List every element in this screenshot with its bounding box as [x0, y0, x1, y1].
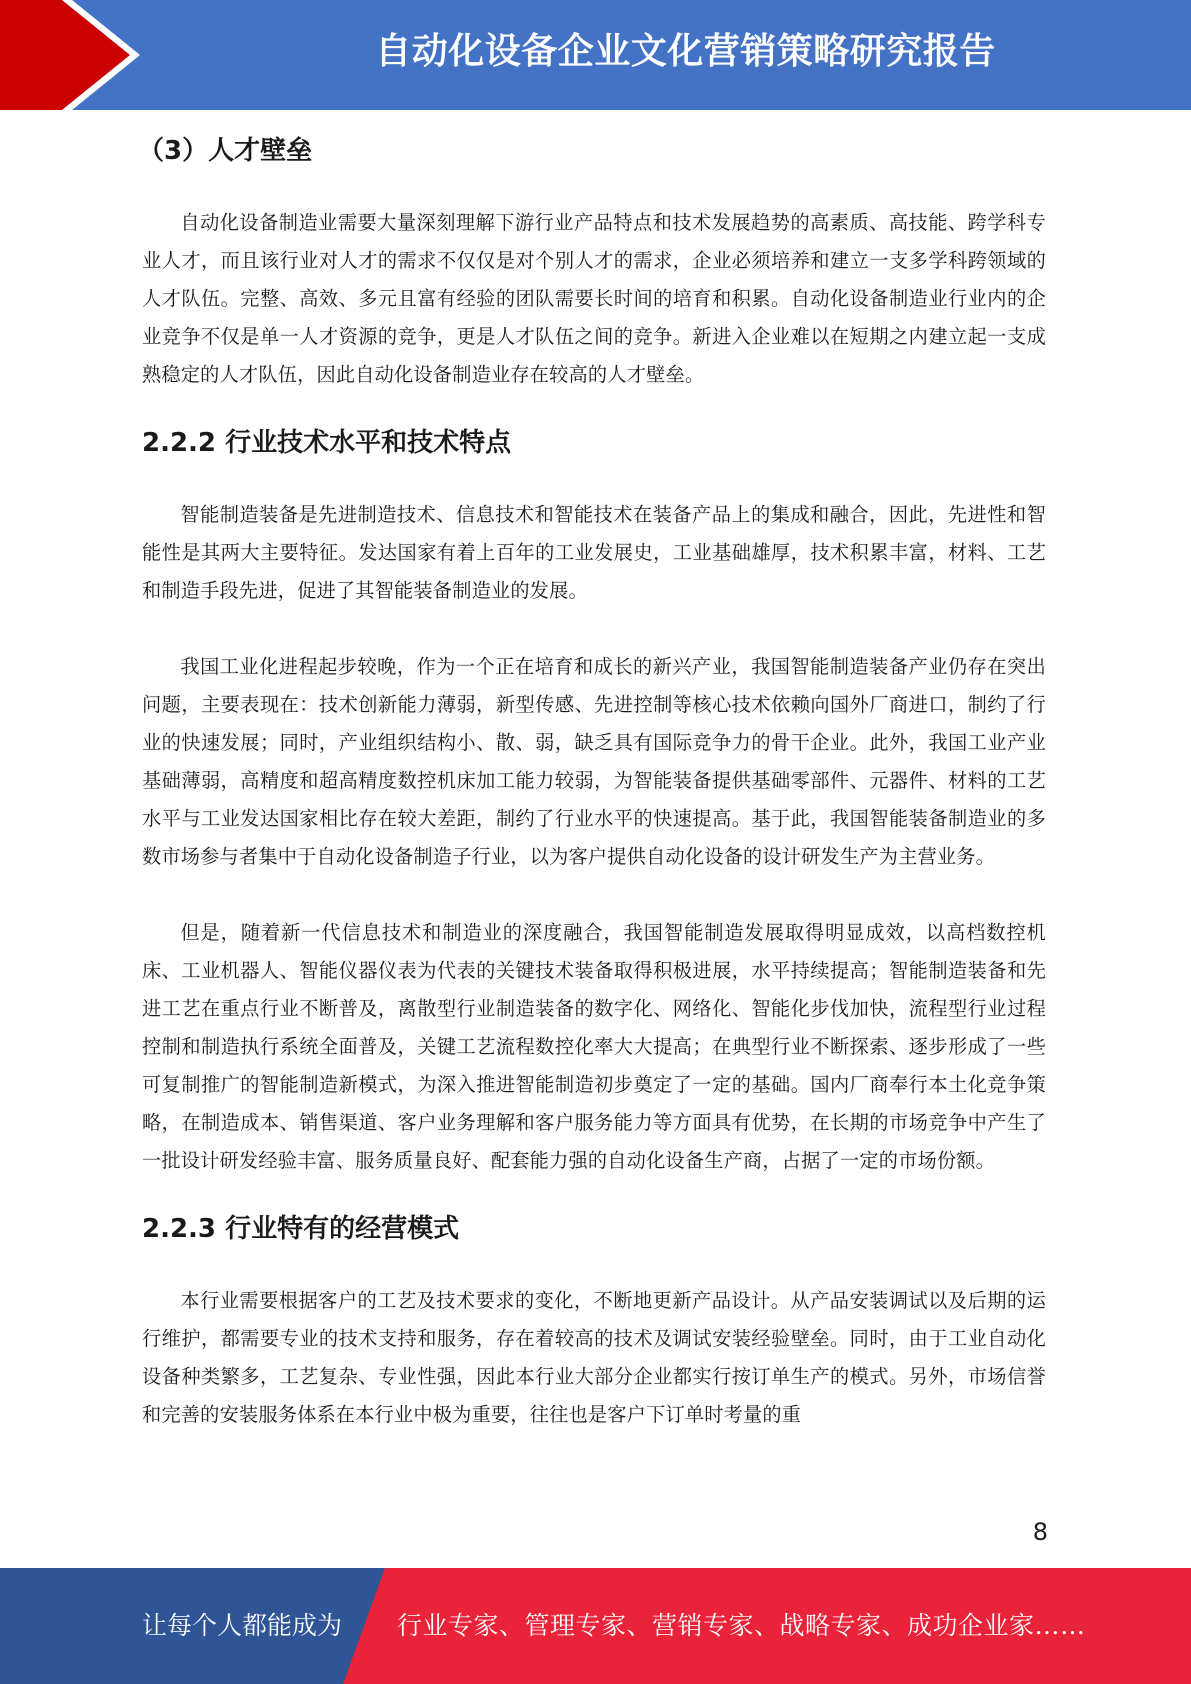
paragraph-2-2-2-3: 但是，随着新一代信息技术和制造业的深度融合，我国智能制造发展取得明显成效，以高档数控机床、工业机器人、智能仪器仪表为代表的关键技术装备取得积极进展，水平持续提高；智能制造装备和先进工艺在重点行业不断普及，离散型行业制造装备的数字化、网络化、智能化步伐加快，流程型行业过程控制和制造执行系统全面普及，关键工艺流程数控化率大大提高；在典型行业不断探索、逐步形成了一些可复制推广的智能制造新模式，为深入推进智能制造初步奠定了一定的基础。国内厂商奉行本土化竞争策略，在制造成本、销售渠道、客户业务理解和客户服务能力等方面具有优势，在长期的市场竞争中产生了一批设计研发经验丰富、服务质量良好、配套能力强的自动化设备生产商，占据了一定的市场份额。 — [142, 921, 1046, 1172]
paragraph-2-2-3-1: 本行业需要根据客户的工艺及技术要求的变化，不断地更新产品设计。从产品安装调试以及后期的运行维护，都需要专业的技术支持和服务，存在着较高的技术及调试安装经验壁垒。同时，由于工业自动化设备种类繁多，工艺复杂、专业性强，因此本行业大部分企业都实行按订单生产的模式。另外，市场信誉和完善的安装服务体系在本行业中极为重要，往往也是客户下订单时考量的重 — [142, 1289, 1046, 1426]
footer-slogan-right: 行业专家、管理专家、营销专家、战略专家、成功企业家…… — [397, 1611, 1086, 1640]
report-title: 自动化设备企业文化营销策略研究报告 — [375, 31, 996, 72]
footer-banner — [0, 1568, 1191, 1684]
paragraph-2-2-2-2: 我国工业化进程起步较晚，作为一个正在培育和成长的新兴产业，我国智能制造装备产业仍存在突出问题，主要表现在：技术创新能力薄弱，新型传感、先进控制等核心技术依赖向国外厂商进口，制约了行业的快速发展；同时，产业组织结构小、散、弱，缺乏具有国际竞争力的骨干企业。此外，我国工业产业基础薄弱，高精度和超高精度数控机床加工能力较弱，为智能装备提供基础零部件、元器件、材料的工艺水平与工业发达国家相比存在较大差距，制约了行业水平的快速提高。基于此，我国智能装备制造业的多数市场参与者集中于自动化设备制造子行业，以为客户提供自动化设备的设计研发生产为主营业务。 — [142, 655, 1046, 868]
page-number: 8 — [1032, 1518, 1048, 1546]
page-content — [138, 128, 1046, 1434]
paragraph-2-2-2-1: 智能制造装备是先进制造技术、信息技术和智能技术在装备产品上的集成和融合，因此，先进性和智能性是其两大主要特征。发达国家有着上百年的工业发展史，工业基础雄厚，技术积累丰富，材料、工艺和制造手段先进，促进了其智能装备制造业的发展。 — [142, 503, 1046, 602]
footer-slogan-left: 让每个人都能成为 — [142, 1611, 343, 1640]
section-heading-2-2-3: 2.2.3 行业特有的经营模式 — [142, 1214, 460, 1244]
paragraph-talent-barrier: 自动化设备制造业需要大量深刻理解下游行业产品特点和技术发展趋势的高素质、高技能、跨学科专业人才，而且该行业对人才的需求不仅仅是对个别人才的需求，企业必须培养和建立一支多学科跨领域的人才队伍。完整、高效、多元且富有经验的团队需要长时间的培育和积累。自动化设备制造业行业内的企业竞争不仅是单一人才资源的竞争，更是人才队伍之间的竞争。新进入企业难以在短期之内建立起一支成熟稳定的人才队伍，因此自动化设备制造业存在较高的人才壁垒。 — [142, 211, 1046, 386]
header-bar — [0, 0, 1191, 110]
section-heading-2-2-2: 2.2.2 行业技术水平和技术特点 — [142, 428, 512, 458]
subheading-talent-barrier: （3）人才壁垒 — [138, 136, 313, 166]
header-arrow-decoration — [0, 0, 160, 110]
